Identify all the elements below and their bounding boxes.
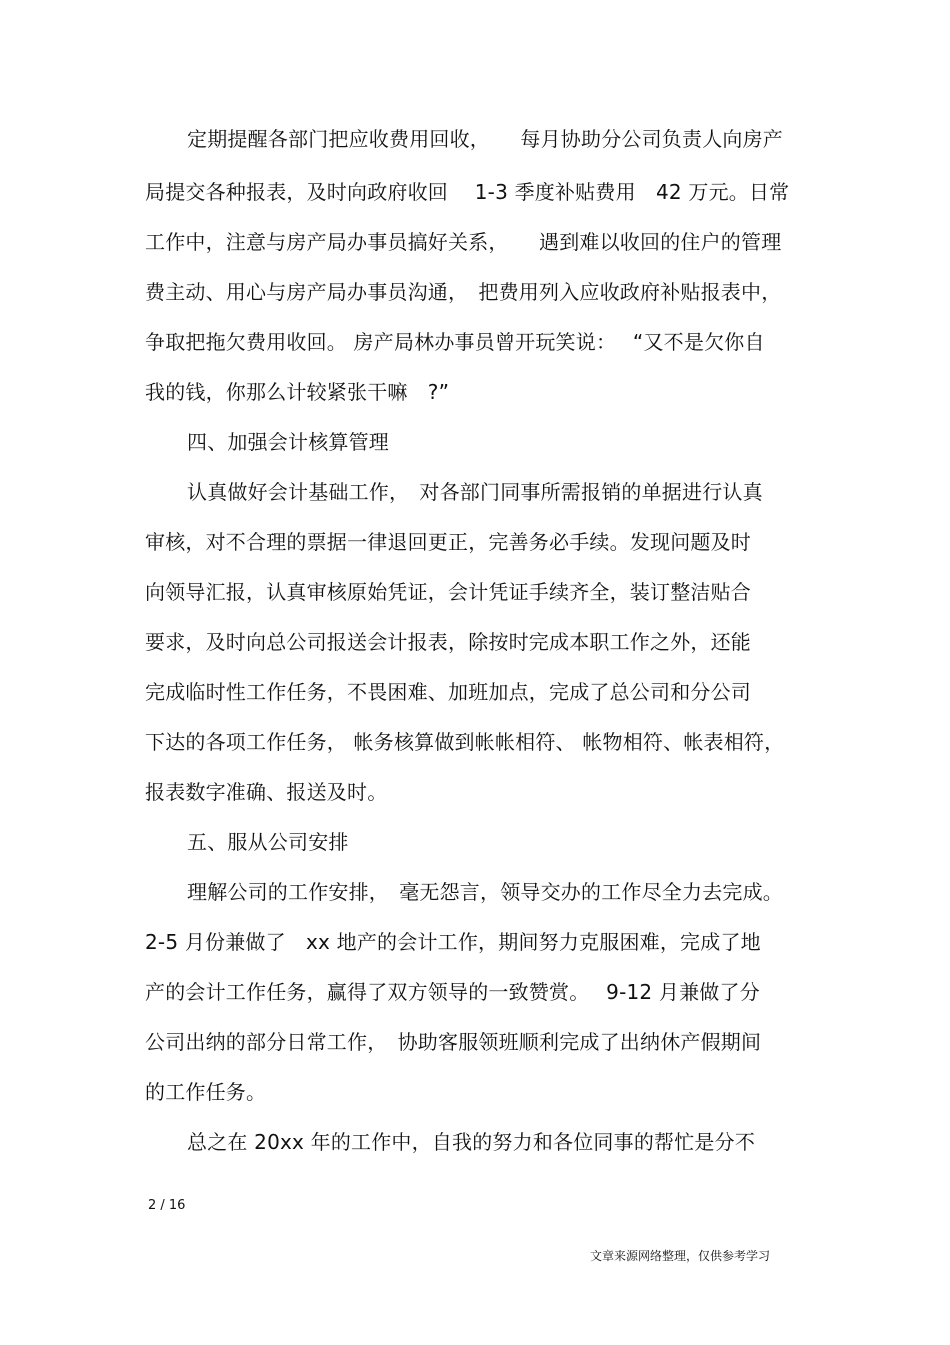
paragraph-line: 工作中，注意与房产局办事员搞好关系， 遇到难以收回的住户的管理 — [145, 230, 782, 254]
paragraph-line: 2-5 月份兼做了 xx 地产的会计工作，期间努力克服困难，完成了地 — [145, 930, 761, 954]
page-number: 2 / 16 — [148, 1198, 186, 1213]
paragraph-line: 产的会计工作任务，赢得了双方领导的一致赞赏。 9-12 月兼做了分 — [145, 980, 760, 1004]
paragraph-line: 费主动、用心与房产局办事员沟通， 把费用列入应收政府补贴报表中， — [145, 280, 782, 304]
paragraph-line: 总之在 20xx 年的工作中，自我的努力和各位同事的帮忙是分不 — [187, 1130, 756, 1154]
paragraph-line: 认真做好会计基础工作， 对各部门同事所需报销的单据进行认真 — [187, 480, 763, 504]
paragraph-line: 下达的各项工作任务， 帐务核算做到帐帐相符、 帐物相符、帐表相符， — [145, 730, 785, 754]
footer-note: 文章来源网络整理，仅供参考学习 — [590, 1249, 771, 1263]
paragraph-line: 要求，及时向总公司报送会计报表，除按时完成本职工作之外，还能 — [145, 630, 751, 654]
paragraph-line: 我的钱，你那么计较紧张干嘛 ?” — [145, 380, 450, 404]
paragraph-line: 局提交各种报表，及时向政府收回 1-3 季度补贴费用 42 万元。日常 — [145, 180, 790, 204]
section-heading: 五、服从公司安排 — [187, 830, 349, 854]
paragraph-line: 的工作任务。 — [145, 1080, 267, 1104]
paragraph-line: 公司出纳的部分日常工作， 协助客服领班顺利完成了出纳休产假期间 — [145, 1030, 762, 1054]
paragraph-line: 理解公司的工作安排， 毫无怨言，领导交办的工作尽全力去完成。 — [187, 880, 783, 904]
paragraph-line: 定期提醒各部门把应收费用回收， 每月协助分公司负责人向房产 — [187, 127, 783, 151]
paragraph-line: 完成临时性工作任务，不畏困难、加班加点，完成了总公司和分公司 — [145, 680, 751, 704]
section-heading: 四、加强会计核算管理 — [187, 430, 389, 454]
paragraph-line: 审核，对不合理的票据一律退回更正，完善务必手续。发现问题及时 — [145, 530, 751, 554]
paragraph-line: 向领导汇报，认真审核原始凭证，会计凭证手续齐全，装订整洁贴合 — [145, 580, 751, 604]
paragraph-line: 争取把拖欠费用收回。 房产局林办事员曾开玩笑说： “又不是欠你自 — [145, 330, 765, 354]
paragraph-line: 报表数字准确、报送及时。 — [145, 780, 388, 804]
